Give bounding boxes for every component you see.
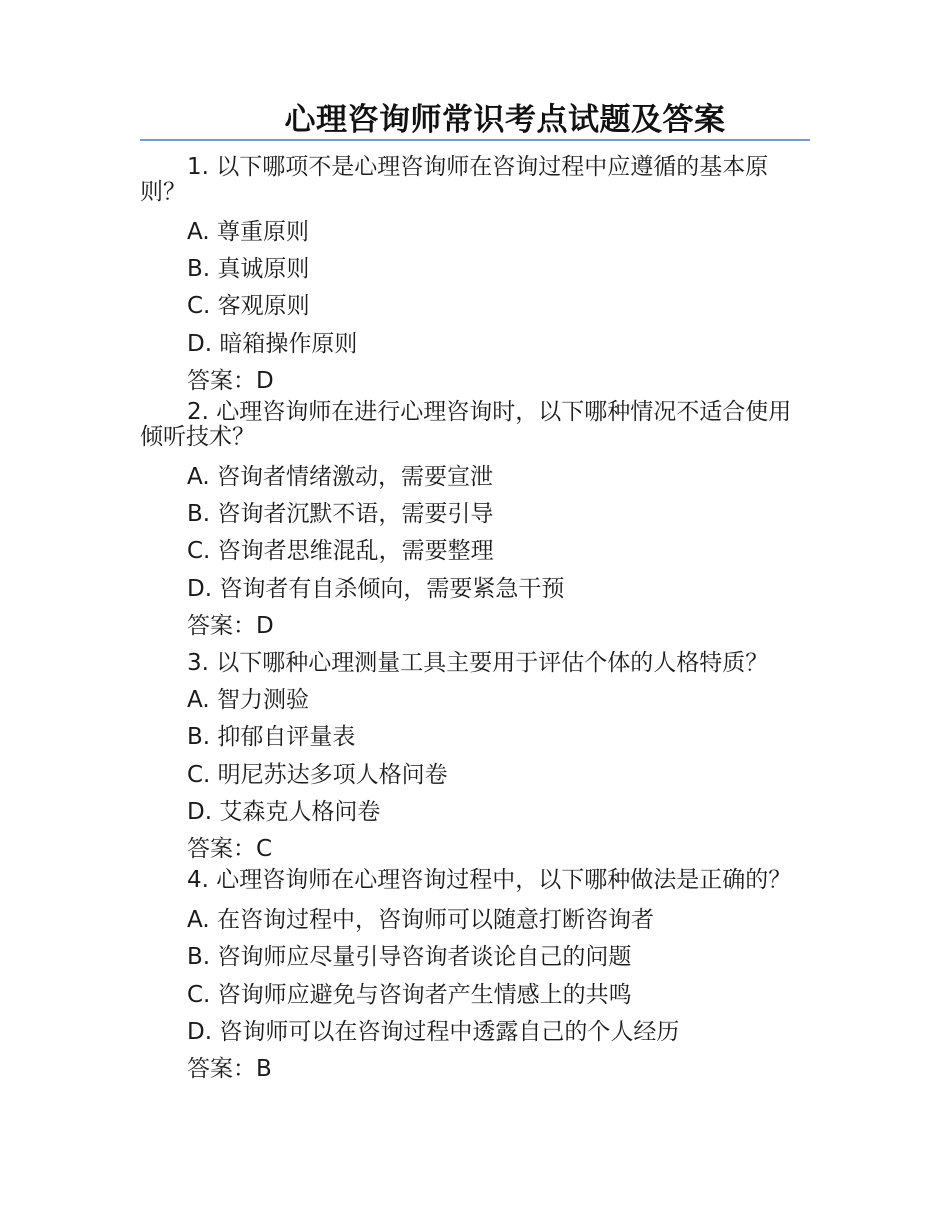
page-title: 心理咨询师常识考点试题及答案: [284, 102, 726, 138]
answer: 答案：C: [187, 836, 273, 863]
option-b: B. 真诚原则: [187, 256, 310, 283]
option-a: A. 智力测验: [187, 687, 309, 714]
question-stem: 4. 心理咨询师在心理咨询过程中，以下哪种做法是正确的？: [187, 867, 792, 894]
option-d: D. 艾森克人格问卷: [187, 798, 381, 825]
option-c: C. 咨询者思维混乱，需要整理: [187, 538, 494, 565]
title-underline: [140, 139, 810, 141]
option-b: B. 咨询者沉默不语，需要引导: [187, 501, 494, 528]
question-stem: 2. 心理咨询师在进行心理咨询时，以下哪种情况不适合使用倾听技术？: [140, 399, 792, 451]
question-list: [140, 155, 810, 1088]
question-block: [140, 868, 810, 1088]
question-stem: 1. 以下哪项不是心理咨询师在咨询过程中应遵循的基本原则？: [140, 154, 769, 205]
option-d: D. 咨询者有自杀倾向，需要紧急干预: [187, 575, 565, 602]
option-a: A. 咨询者情绪激动，需要宣泄: [187, 464, 493, 491]
option-a: A. 在咨询过程中，咨询师可以随意打断咨询者: [187, 907, 654, 934]
option-d: D. 咨询师可以在咨询过程中透露自己的个人经历: [187, 1018, 680, 1045]
option-c: C. 明尼苏达多项人格问卷: [187, 761, 448, 788]
answer: 答案：D: [187, 367, 274, 394]
question-stem: 3. 以下哪种心理测量工具主要用于评估个体的人格特质？: [187, 650, 769, 677]
answer: 答案：D: [187, 612, 274, 639]
question-block: [140, 645, 810, 868]
option-b: B. 抑郁自评量表: [187, 724, 356, 751]
option-a: A. 尊重原则: [187, 219, 309, 245]
question-block: [140, 155, 810, 400]
answer: 答案：B: [187, 1056, 272, 1083]
option-b: B. 咨询师应尽量引导咨询者谈论自己的问题: [187, 944, 632, 971]
option-d: D. 暗箱操作原则: [187, 330, 358, 357]
option-c: C. 咨询师应避免与咨询者产生情感上的共鸣: [187, 981, 632, 1008]
option-c: C. 客观原则: [187, 293, 310, 320]
question-block: [140, 400, 810, 645]
